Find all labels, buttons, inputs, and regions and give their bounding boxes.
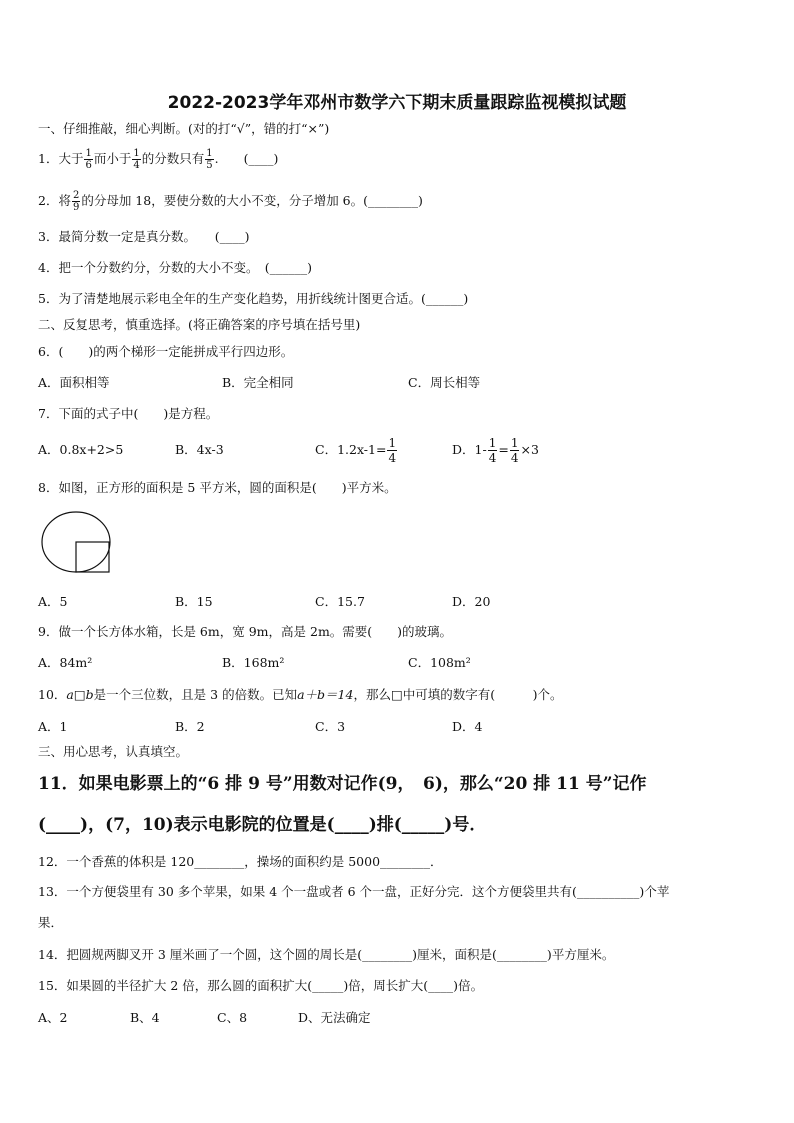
question-6: 6．( )的两个梯形一定能拼成平行四边形。 [38,344,294,359]
q1-text-b: 而小于 [93,151,132,166]
q10-option-c: C．3 [315,719,346,734]
question-11-line-2: (____)，(7，10)表示电影院的位置是(____)排(_____)号． [38,815,487,835]
q7d-text-a: D．1- [452,442,487,457]
q10-equation: a＋b＝14 [297,687,354,702]
q1-text-d: . (____) [214,151,279,166]
denominator: 4 [510,451,519,465]
question-11-line-1: 11．如果电影票上的“6 排 9 号”用数对记作(9， 6)，那么“20 排 11 号”记作 [38,774,647,794]
question-12: 12．一个香蕉的体积是 120________，操场的面积约是 5000________． [38,854,443,869]
fraction [488,436,498,465]
question-14: 14．把圆规两脚叉开 3 厘米画了一个圆，这个圆的周长是(________)厘米，面积是(________)平方厘米。 [38,947,615,962]
q8-option-a: A．5 [38,594,68,609]
denominator: 9 [72,202,80,213]
denominator: 4 [388,451,397,465]
section-1-heading: 一、仔细推敲，细心判断。(对的打“√”，错的打“×”) [38,121,330,136]
q9-option-c: C．108m² [408,655,471,670]
question-1 [38,148,278,171]
question-4: 4．把一个分数约分，分数的大小不变。 (______) [38,260,312,275]
question-9: 9．做一个长方体水箱，长是 6m，宽 9m，高是 2m。需要( )的玻璃。 [38,624,453,639]
numerator: 1 [206,148,213,159]
q2-text-a: 2．将 [38,193,71,208]
q15-option-a: A、2 [38,1010,68,1025]
question-8: 8．如图，正方形的面积是 5 平方米，圆的面积是( )平方米。 [38,480,397,495]
q10-text-a: 是一个三位数，且是 3 的倍数。已知 [93,687,298,702]
denominator: 6 [85,160,92,171]
q15-option-c: C、8 [217,1010,248,1025]
q10-expression: a□b [66,687,94,702]
numerator: 1 [488,436,497,450]
numerator: 1 [388,436,397,450]
q7-option-a: A．0.8x+2>5 [38,442,124,457]
q2-text-b: 的分母加 18，要使分数的大小不变，分子增加 6。(________) [81,193,423,208]
q8-option-b: B．15 [175,594,213,609]
denominator: 5 [206,160,213,171]
fraction [132,148,140,171]
q15-option-d: D、无法确定 [298,1010,371,1025]
fraction [205,148,213,171]
numerator: 1 [510,436,519,450]
q6-option-a: A．面积相等 [38,375,110,390]
q6-option-b: B．完全相同 [222,375,294,390]
q9-option-b: B．168m² [222,655,285,670]
question-2 [38,190,423,213]
q15-option-b: B、4 [130,1010,160,1025]
page-title: 2022-2023学年邓州市数学六下期末质量跟踪监视模拟试题 [167,93,627,113]
q7c-text: C．1.2x-1= [315,442,387,457]
numerator: 1 [85,148,92,159]
q8-option-d: D．20 [452,594,491,609]
q8-option-c: C．15.7 [315,594,365,609]
fraction [72,190,80,213]
numerator: 2 [72,190,80,201]
q7-option-b: B．4x-3 [175,442,224,457]
q7d-text-c: ×3 [520,442,539,457]
question-5: 5．为了清楚地展示彩电全年的生产变化趋势，用折线统计图更合适。(______) [38,291,469,306]
q7-option-d [452,432,539,468]
q1-text-a: 1．大于 [38,151,84,166]
question-10 [38,686,563,704]
q6-option-c: C．周长相等 [408,375,481,390]
question-3: 3．最简分数一定是真分数。 (____) [38,229,250,244]
q7d-text-b: = [498,442,509,457]
question-13-line-1: 13．一个方便袋里有 30 多个苹果，如果 4 个一盘或者 6 个一盘，正好分完．这个方便袋里共有(__________)个苹 [38,884,670,899]
fraction [510,436,520,465]
denominator: 4 [133,160,140,171]
square-shape [76,542,109,572]
q7-option-c [315,432,398,468]
numerator: 1 [133,148,140,159]
question-15: 15．如果圆的半径扩大 2 倍，那么圆的面积扩大(_____)倍，周长扩大(____)倍。 [38,978,484,993]
section-2-heading: 二、反复思考，慎重选择。(将正确答案的序号填在括号里) [38,317,361,332]
question-7: 7．下面的式子中( )是方程。 [38,406,219,421]
q9-option-a: A．84m² [38,655,93,670]
denominator: 4 [488,451,497,465]
q1-text-c: 的分数只有 [141,151,205,166]
q10-option-a: A．1 [38,719,68,734]
question-13-line-2: 果． [38,915,64,930]
section-3-heading: 三、用心思考，认真填空。 [38,744,189,759]
q10-option-d: D．4 [452,719,483,734]
fraction [84,148,92,171]
q10-number: 10． [38,687,67,702]
q10-text-b: ，那么□中可填的数字有( )个。 [353,687,563,702]
fraction [387,436,397,465]
q10-option-b: B．2 [175,719,205,734]
circle-square-figure [38,508,118,576]
